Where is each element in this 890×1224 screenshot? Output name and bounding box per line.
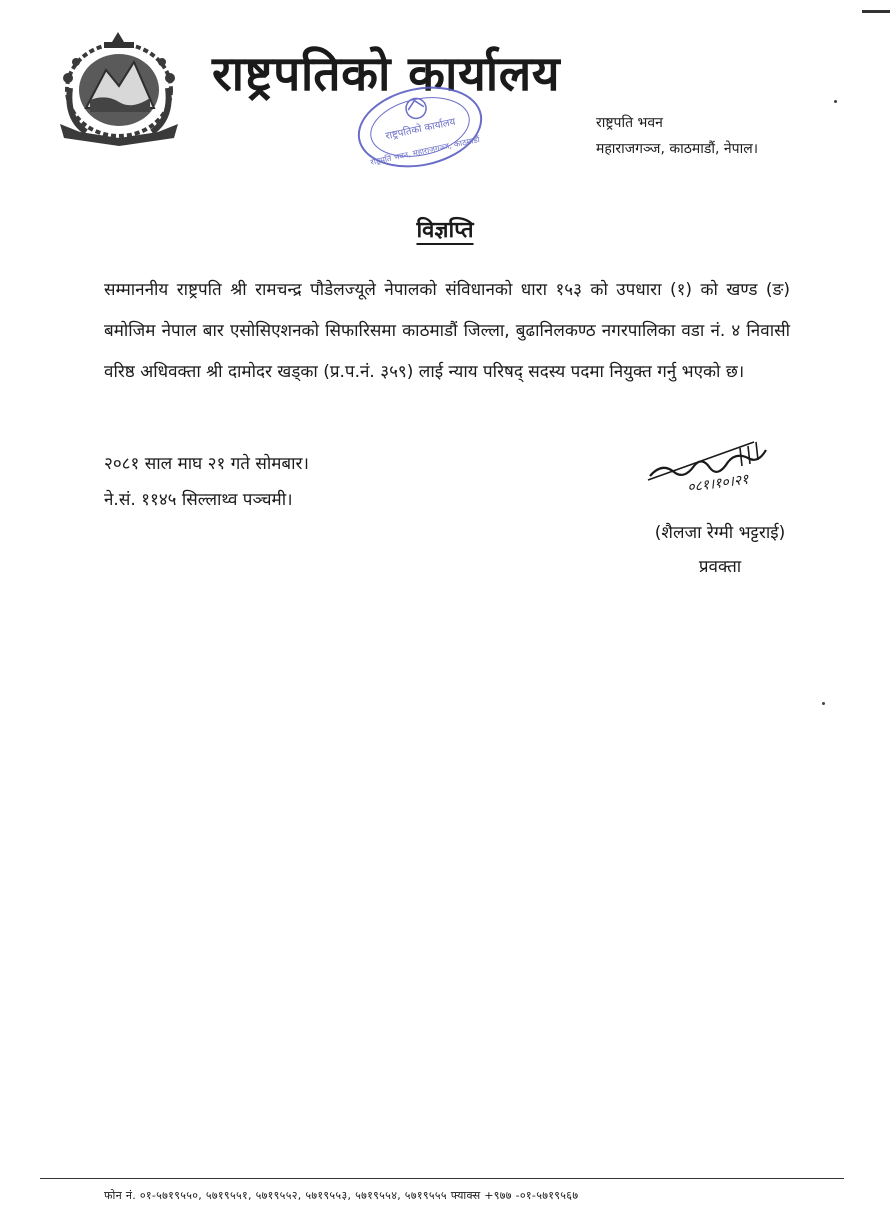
signatory-title: प्रवक्ता bbox=[698, 557, 742, 577]
nepal-emblem-icon bbox=[46, 28, 192, 156]
office-title: राष्ट्रपतिको कार्यालय bbox=[212, 46, 561, 102]
address-line-2: महाराजगञ्ज, काठमाडौं, नेपाल। bbox=[596, 141, 759, 157]
notice-body: सम्माननीय राष्ट्रपति श्री रामचन्द्र पौडेलज्यूले नेपालको संविधानको धारा १५३ को उपधारा (१) को खण्ड (ङ) बमोजिम नेपाल बार एसोसिएशनको सिफारिसमा काठमाडौं जिल्ला, बुढानिलकण्ठ नगरपालिका वडा नं. ४ निवासी वरिष्ठ अधिवक्ता श्री दामोदर खड्का (प्र.प.नं. ३५९) लाई न्याय परिषद् सदस्य पदमा नियुक्त गर्नु भएको छ। bbox=[104, 280, 790, 382]
address-line-1: राष्ट्रपति भवन bbox=[596, 115, 663, 131]
bs-date: २०८१ साल माघ २१ गते सोमबार। bbox=[104, 454, 309, 474]
stamp-subtext: राष्ट्रपति भवन, महाराजगञ्ज, काठमाडौं bbox=[369, 134, 481, 167]
ns-date: ने.सं. ११४५ सिल्लाथ्व पञ्चमी। bbox=[104, 490, 293, 510]
signature-date: ०८१।१०।२१ bbox=[686, 471, 750, 496]
signatory-name: (शैलजा रेग्मी भट्टराई) bbox=[654, 523, 786, 543]
scan-speck bbox=[822, 702, 825, 705]
stamp-text: राष्ट्रपतिको कार्यालय bbox=[384, 116, 457, 143]
notice-heading-text: विज्ञप्ति bbox=[416, 218, 474, 243]
signatory-block bbox=[630, 516, 810, 584]
notice-heading bbox=[0, 214, 890, 244]
footer-divider bbox=[40, 1178, 844, 1179]
footer-contact: फोन नं. ०१-५७१९५५०, ५७१९५५१, ५७१९५५२, ५७१९५५३, ५७१९५५४, ५७१९५५५ फ्याक्स +९७७ -०१-५७१९५६७ bbox=[104, 1189, 579, 1202]
scan-speck bbox=[834, 100, 837, 103]
page-edge-mark bbox=[862, 10, 890, 13]
address-block bbox=[596, 110, 758, 162]
handwritten-signature bbox=[644, 432, 794, 496]
office-stamp-icon bbox=[350, 72, 490, 182]
date-block bbox=[104, 446, 309, 518]
